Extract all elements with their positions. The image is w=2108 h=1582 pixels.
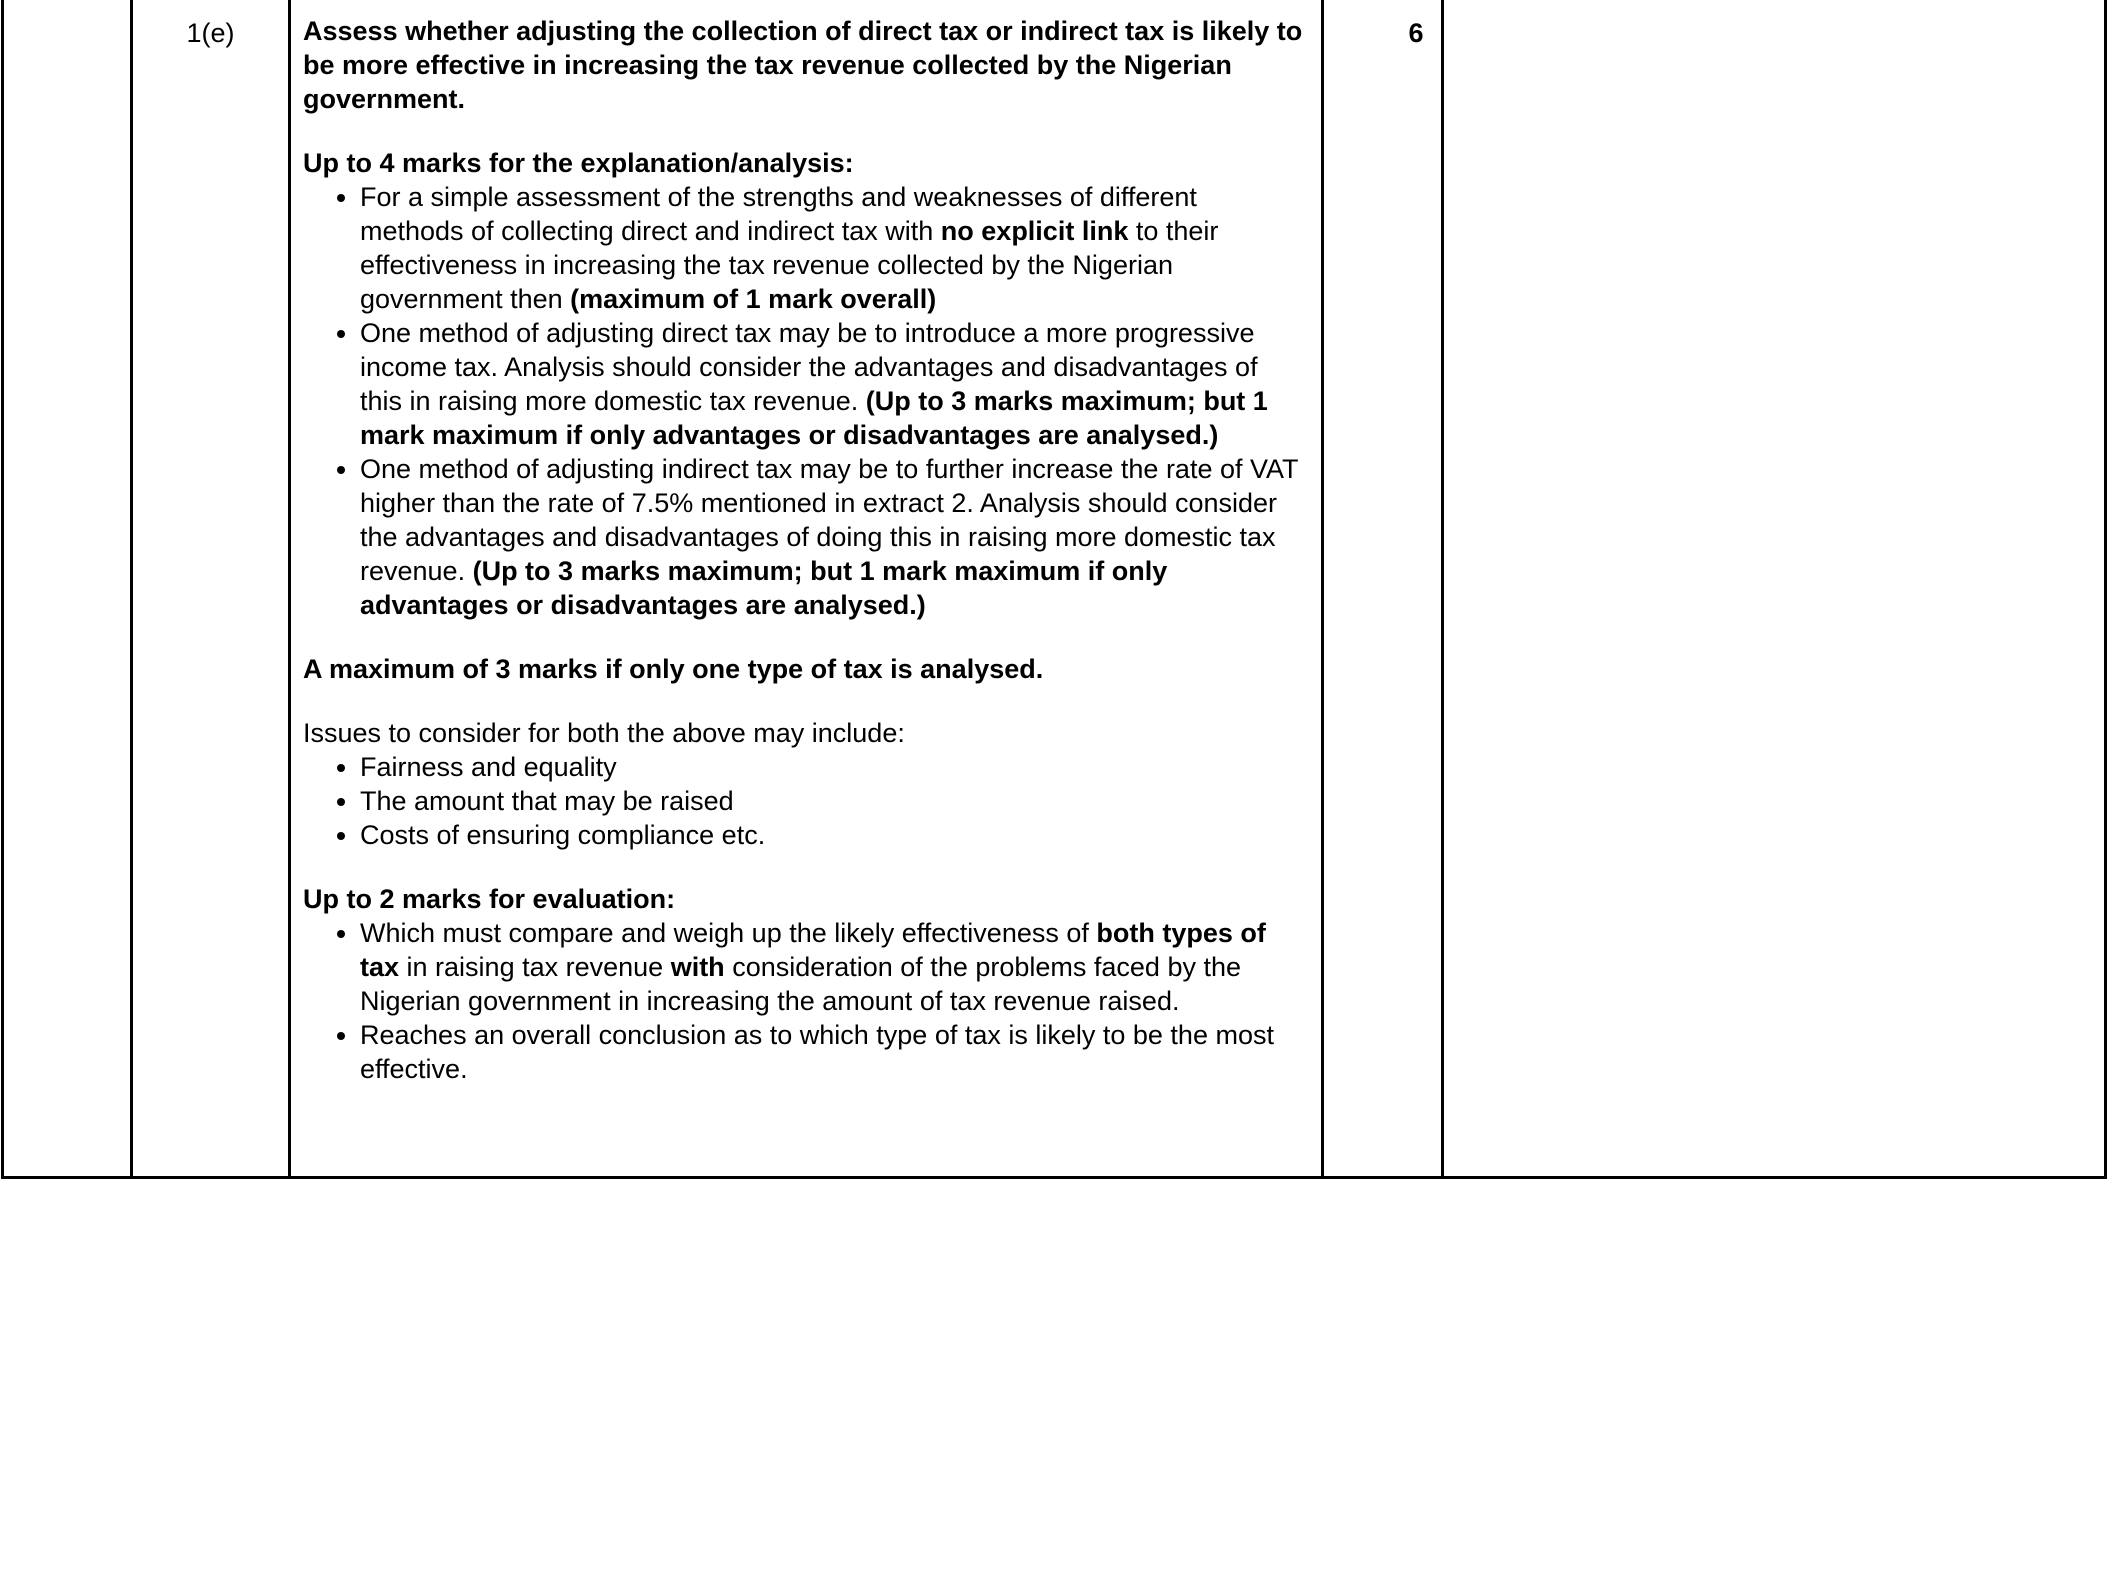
bullet-item: • One method of adjusting indirect tax may be to further increase the rate of VAT higher than the rate of 7.5% mentioned in extract 2. Analysis should consider the advantages and disadvantages of doing this in raising more domestic tax revenue. (Up to 3 marks maximum; but 1 mark maximum if only advantages or disadvantages are analysed.) (360, 452, 1305, 622)
table-border-bottom (1, 1176, 2107, 1179)
marks-value: 6 (1408, 18, 1424, 48)
bullet-item: • Fairness and equality (360, 750, 1305, 784)
bullet-item: • One method of adjusting direct tax may be to introduce a more progressive income tax. Analysis should consider the advantages and disadvantages of this in raising more domestic tax revenue. (Up to 3 marks maximum; but 1 mark maximum if only advantages or disadvantages are analysed.) (360, 316, 1305, 452)
max-marks-note: A maximum of 3 marks if only one type of tax is analysed. (303, 654, 1044, 684)
table-border-outer-right (2104, 0, 2107, 1179)
answer-cell (303, 0, 1315, 1086)
table-border-marks-left (1321, 0, 1324, 1179)
issues-bullets (303, 750, 1305, 852)
analysis-bullets (303, 180, 1305, 622)
table-border-outer-left (1, 0, 4, 1179)
bullet-item: • Costs of ensuring compliance etc. (360, 818, 1305, 852)
bullet-item: • For a simple assessment of the strengths and weaknesses of different methods of collecting direct and indirect tax with no explicit link to their effectiveness in increasing the tax revenue collected by the Nigerian government then (maximum of 1 mark overall) (360, 180, 1305, 316)
analysis-marks-heading: Up to 4 marks for the explanation/analysis: (303, 148, 854, 178)
table-border-question-left (130, 0, 133, 1179)
bullet-item: • Which must compare and weigh up the likely effectiveness of both types of tax in raising tax revenue with consideration of the problems faced by the Nigerian government in increasing the amount of tax revenue raised. (360, 916, 1305, 1018)
bullet-item: • The amount that may be raised (360, 784, 1305, 818)
question-text: Assess whether adjusting the collection of direct tax or indirect tax is likely to be more effective in increasing the tax revenue collected by the Nigerian government. (303, 16, 1303, 114)
evaluation-bullets (303, 916, 1305, 1086)
table-border-answer-left (288, 0, 291, 1179)
bullet-item: • Reaches an overall conclusion as to which type of tax is likely to be the most effective. (360, 1018, 1305, 1086)
question-number: 1(e) (186, 18, 235, 48)
guidance-cell (1444, 0, 2104, 1176)
evaluation-heading: Up to 2 marks for evaluation: (303, 884, 676, 914)
issues-intro: Issues to consider for both the above may include: (303, 718, 905, 748)
